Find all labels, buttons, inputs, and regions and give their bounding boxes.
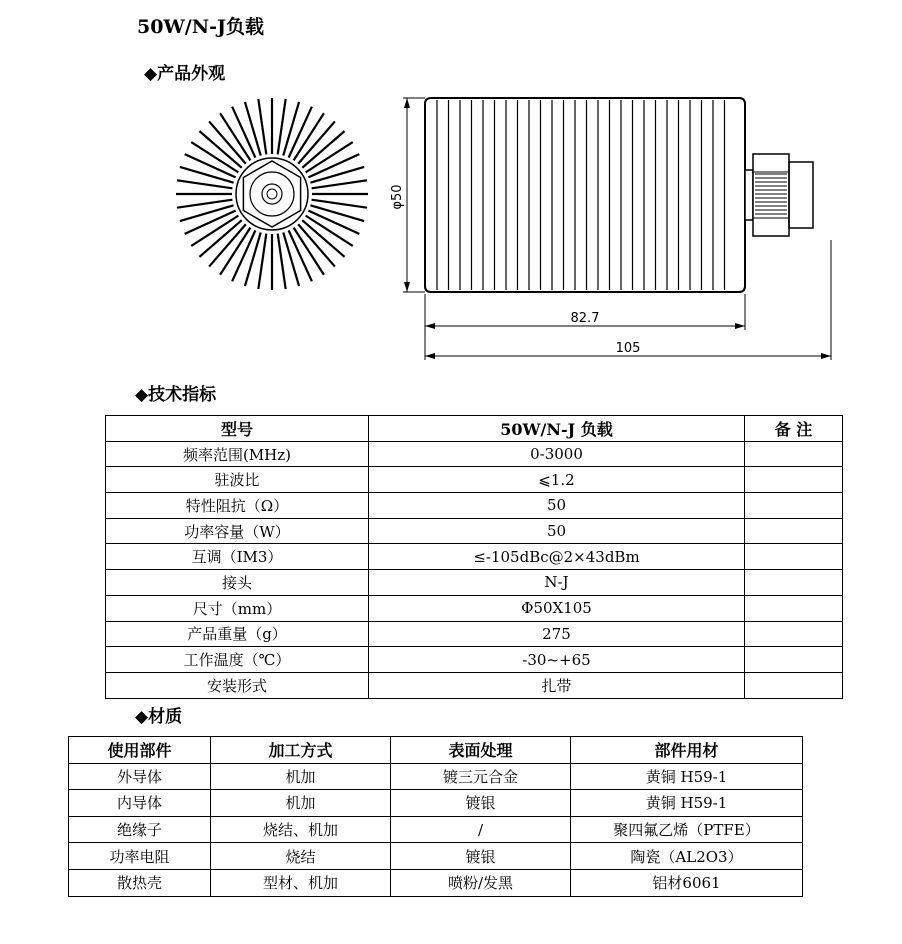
material-row-cell: 陶瓷（AL2O3）	[571, 843, 803, 870]
material-header-process: 加工方式	[211, 737, 391, 764]
material-row-cell: 聚四氟乙烯（PTFE）	[571, 816, 803, 843]
connector-flange	[745, 170, 753, 220]
spec-row-cell	[745, 467, 843, 493]
section-heading-material: ◆材质	[135, 707, 183, 727]
spec-row	[106, 441, 843, 467]
heatsink-fin	[245, 232, 261, 286]
spec-row-cell: 275	[369, 621, 745, 647]
material-row	[69, 869, 803, 896]
spec-row-cell: Φ50X105	[369, 595, 745, 621]
material-table	[68, 736, 803, 897]
spec-row-cell: 尺寸（mm）	[106, 595, 369, 621]
diameter-label: φ50	[390, 184, 405, 210]
spec-row	[106, 621, 843, 647]
material-header-material: 部件用材	[571, 737, 803, 764]
spec-row-cell: 产品重量（g）	[106, 621, 369, 647]
material-row-cell: 黄铜 H59-1	[571, 790, 803, 817]
spec-row	[106, 493, 843, 519]
spec-table	[105, 415, 843, 699]
heatsink-fin	[278, 99, 286, 154]
spec-row-cell: 0-3000	[369, 441, 745, 467]
spec-row-cell: 50	[369, 518, 745, 544]
material-row-cell: 镀银	[391, 843, 571, 870]
heatsink-fin	[283, 102, 299, 156]
heatsink-fin	[310, 205, 364, 221]
spec-row-cell	[745, 570, 843, 596]
connector-nut	[753, 154, 789, 236]
spec-row-cell: ≤-105dBc@2×43dBm	[369, 544, 745, 570]
spec-header-row	[106, 416, 843, 442]
heatsink-fin	[278, 234, 286, 289]
material-header-row	[69, 737, 803, 764]
spec-row-cell	[745, 493, 843, 519]
spec-row-cell: 接头	[106, 570, 369, 596]
spec-row-cell: 驻波比	[106, 467, 369, 493]
heatsink-fin	[180, 167, 234, 183]
heatsink-fin	[283, 232, 299, 286]
material-row	[69, 843, 803, 870]
material-row-cell: 散热壳	[69, 869, 211, 896]
length-total-label: 105	[615, 341, 641, 356]
spec-row-cell: ⩽1.2	[369, 467, 745, 493]
material-row	[69, 763, 803, 790]
side-view-drawing	[385, 90, 845, 380]
spec-row-cell	[745, 441, 843, 467]
spec-row-cell: 频率范围(MHz)	[106, 441, 369, 467]
housing-body	[425, 98, 745, 292]
heatsink-fin	[310, 167, 364, 183]
spec-header-remark: 备 注	[745, 416, 843, 442]
spec-header-product: 50W/N-J 负载	[369, 416, 745, 442]
material-row-cell: 绝缘子	[69, 816, 211, 843]
material-row-cell: 烧结	[211, 843, 391, 870]
spec-row-cell	[745, 518, 843, 544]
material-row-cell: 镀三元合金	[391, 763, 571, 790]
material-row	[69, 816, 803, 843]
spec-row-cell	[745, 544, 843, 570]
material-row-cell: /	[391, 816, 571, 843]
heatsink-fin	[245, 102, 261, 156]
section-heading-appearance: ◆产品外观	[144, 64, 226, 84]
spec-row	[106, 595, 843, 621]
material-row-cell: 功率电阻	[69, 843, 211, 870]
length-inner-label: 82.7	[570, 311, 600, 326]
spec-row-cell	[745, 595, 843, 621]
material-row-cell: 喷粉/发黑	[391, 869, 571, 896]
material-row-cell: 黄铜 H59-1	[571, 763, 803, 790]
material-row-cell: 外导体	[69, 763, 211, 790]
spec-header-model: 型号	[106, 416, 369, 442]
spec-row-cell: -30~+65	[369, 647, 745, 673]
front-view-drawing	[172, 92, 372, 298]
spec-row	[106, 570, 843, 596]
spec-row-cell: 功率容量（W）	[106, 518, 369, 544]
heatsink-fin	[258, 99, 266, 154]
spec-row-cell	[745, 621, 843, 647]
material-row	[69, 790, 803, 817]
spec-row-cell	[745, 672, 843, 698]
material-header-surface: 表面处理	[391, 737, 571, 764]
heatsink-fin	[258, 234, 266, 289]
spec-row	[106, 672, 843, 698]
material-row-cell: 镀银	[391, 790, 571, 817]
material-row-cell: 型材、机加	[211, 869, 391, 896]
spec-row-cell: 互调（IM3）	[106, 544, 369, 570]
spec-row-cell: 安装形式	[106, 672, 369, 698]
material-row-cell: 内导体	[69, 790, 211, 817]
material-row-cell: 烧结、机加	[211, 816, 391, 843]
spec-row	[106, 544, 843, 570]
spec-row	[106, 467, 843, 493]
section-heading-spec: ◆技术指标	[135, 385, 217, 405]
heatsink-fin	[180, 205, 234, 221]
material-row-cell: 机加	[211, 763, 391, 790]
spec-row-cell: 扎带	[369, 672, 745, 698]
spec-row	[106, 518, 843, 544]
heatsink-fin	[312, 180, 367, 188]
spec-row	[106, 647, 843, 673]
spec-row-cell: 50	[369, 493, 745, 519]
material-row-cell: 铝材6061	[571, 869, 803, 896]
spec-row-cell: 工作温度（℃）	[106, 647, 369, 673]
material-row-cell: 机加	[211, 790, 391, 817]
connector-tip	[789, 162, 813, 228]
material-header-part: 使用部件	[69, 737, 211, 764]
spec-row-cell	[745, 647, 843, 673]
spec-row-cell: 特性阻抗（Ω）	[106, 493, 369, 519]
heatsink-fin	[312, 200, 367, 208]
heatsink-fin	[177, 200, 232, 208]
heatsink-fin	[177, 180, 232, 188]
page-title: 50W/N-J负载	[137, 16, 264, 38]
spec-row-cell: N-J	[369, 570, 745, 596]
